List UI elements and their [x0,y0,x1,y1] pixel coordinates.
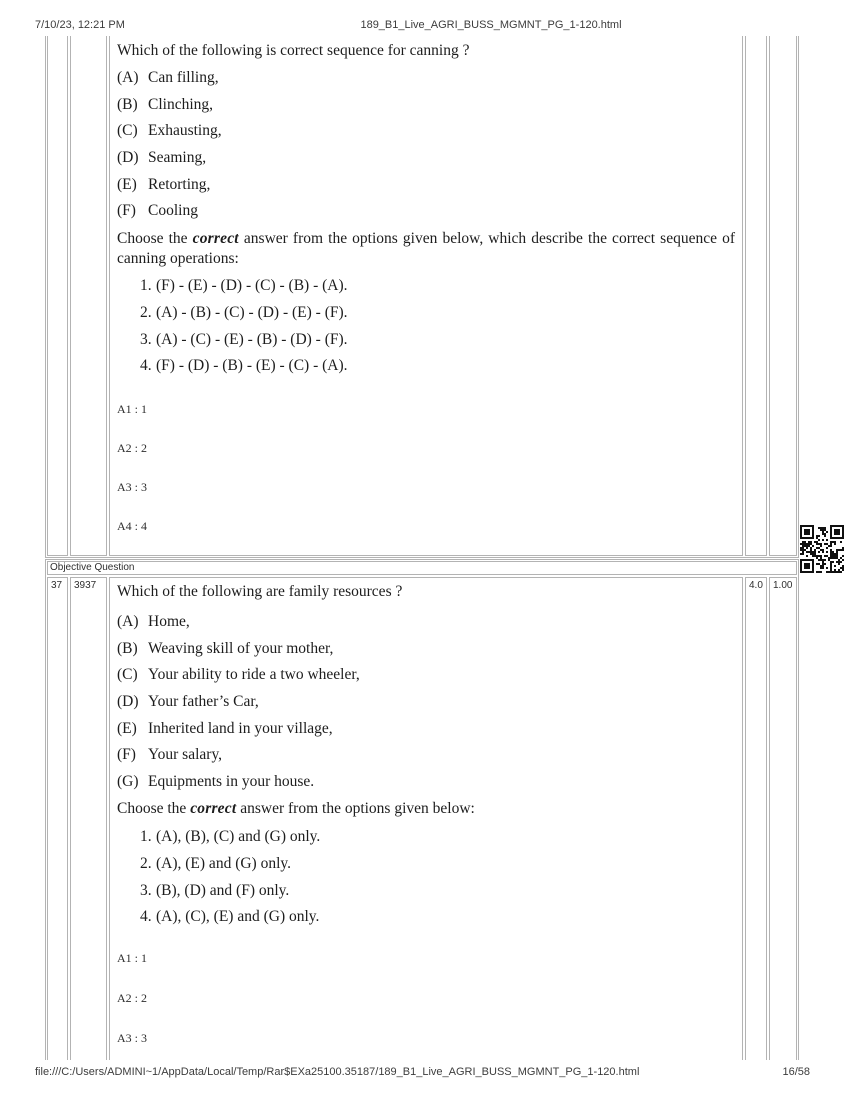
choose-instruction [117,800,734,818]
answer-key: A2 : 2 [117,441,147,456]
option-text: Your father’s Car, [148,693,259,711]
option-number: 2. [140,854,152,872]
question-text: Which of the following is correct sequence for canning ? [117,42,470,59]
option-label: (A) [117,613,139,630]
header-datetime: 7/10/23, 12:21 PM [35,19,125,31]
question-content [109,577,743,1060]
question-text: Which of the following are family resources ? [117,583,403,600]
footer-page-indicator: 16/58 [782,1066,810,1078]
section-header-row: Objective Question [47,561,797,575]
lettered-option [117,746,734,764]
question-id-cell-empty [70,36,107,556]
option-text: Your salary, [148,746,223,764]
option-text: Cooling [148,202,198,220]
numbered-option [117,855,734,873]
emphasis-correct: correct [190,800,237,818]
option-number: 2. [140,303,152,321]
numbered-option-list [117,277,734,375]
footer-file-url: file:///C:/Users/ADMINI~1/AppData/Local/Temp/Rar$EXa25100.35187/189_B1_Live_AGRI_BUSS_MGMNT_PG_1-120.html [35,1066,640,1078]
option-text: Seaming, [148,149,207,167]
option-label: (F) [117,746,136,764]
answer-key: A1 : 1 [117,951,147,966]
option-label: (F) [117,202,136,220]
choose-prefix: Choose the [117,230,193,248]
lettered-option [117,720,734,738]
question-table-continued [45,36,799,558]
numbered-option [117,331,734,349]
option-label: (G) [117,773,139,791]
question-number-cell: 37 [47,577,68,1060]
choose-prefix: Choose the [117,800,191,818]
marks-cell-empty [745,36,767,556]
answer-key: A1 : 1 [117,402,147,417]
option-number: 1. [140,828,152,846]
marks-cell: 4.0 [745,577,767,1060]
option-text: (A), (B), (C) and (G) only. [156,828,321,846]
lettered-option [117,202,734,220]
numbered-option [117,304,734,322]
option-label: (C) [117,122,138,140]
option-text: (F) - (E) - (D) - (C) - (B) - (A). [156,277,348,295]
numbered-option [117,357,734,375]
option-number: 3. [140,881,152,899]
negative-marks-cell: 1.00 [769,577,797,1060]
answer-key: A3 : 3 [117,480,147,495]
option-label: (D) [117,693,139,711]
option-text: Weaving skill of your mother, [148,639,334,657]
lettered-option [117,122,734,140]
option-number: 4. [140,908,152,926]
lettered-option [117,149,734,167]
option-label: (B) [117,95,138,113]
answer-key: A4 : 4 [117,519,147,534]
lettered-option [117,69,734,87]
option-text: (F) - (D) - (B) - (E) - (C) - (A). [156,357,348,375]
question-content [109,36,743,556]
lettered-option [117,640,734,658]
header-doc-title: 189_B1_Live_AGRI_BUSS_MGMNT_PG_1-120.html [360,19,622,31]
lettered-option [117,666,734,684]
option-label: (D) [117,149,139,167]
option-text: (A), (C), (E) and (G) only. [156,908,320,926]
option-text: (A) - (B) - (C) - (D) - (E) - (F). [156,303,348,321]
lettered-option-list [117,613,734,791]
lettered-option [117,176,734,194]
numbered-option [117,277,734,295]
qr-code-image [800,525,844,573]
question-number-cell-empty [47,36,68,556]
lettered-option [117,773,734,791]
option-label: (B) [117,639,138,657]
option-label: (A) [117,69,139,86]
option-text: Home, [148,613,190,630]
option-text: Your ability to ride a two wheeler, [148,666,360,684]
choose-instruction [117,229,735,269]
answer-key: A2 : 2 [117,991,147,1006]
option-text: Clinching, [148,95,214,113]
lettered-option [117,613,734,631]
option-text: Equipments in your house. [148,773,315,791]
option-text: Inherited land in your village, [148,719,333,737]
lettered-option-list [117,69,734,220]
option-text: (B), (D) and (F) only. [156,881,290,899]
lettered-option [117,693,734,711]
option-text: Retorting, [148,175,211,193]
option-label: (C) [117,666,138,684]
option-number: 3. [140,330,152,348]
negative-marks-cell-empty [769,36,797,556]
answer-key-list [117,951,734,1046]
emphasis-correct: correct [192,230,239,248]
option-number: 1. [140,277,152,295]
choose-suffix: answer from the options given below: [236,800,475,818]
answer-key: A3 : 3 [117,1031,147,1046]
answer-key-list [117,402,734,534]
option-number: 4. [140,357,152,375]
option-label: (E) [117,719,137,737]
option-label: (E) [117,175,137,193]
option-text: Exhausting, [148,122,222,140]
option-text: (A), (E) and (G) only. [156,854,292,872]
objective-question-table [45,559,799,1060]
question-id-cell: 3937 [70,577,107,1060]
choose-suffix: answer from the options given below, which describe the correct sequence of canning operations: [117,230,735,268]
option-text: (A) - (C) - (E) - (B) - (D) - (F). [156,330,348,348]
numbered-option [117,882,734,900]
numbered-option [117,828,734,846]
option-text: Can filling, [148,69,219,86]
numbered-option [117,908,734,926]
lettered-option [117,96,734,114]
numbered-option-list [117,828,734,926]
